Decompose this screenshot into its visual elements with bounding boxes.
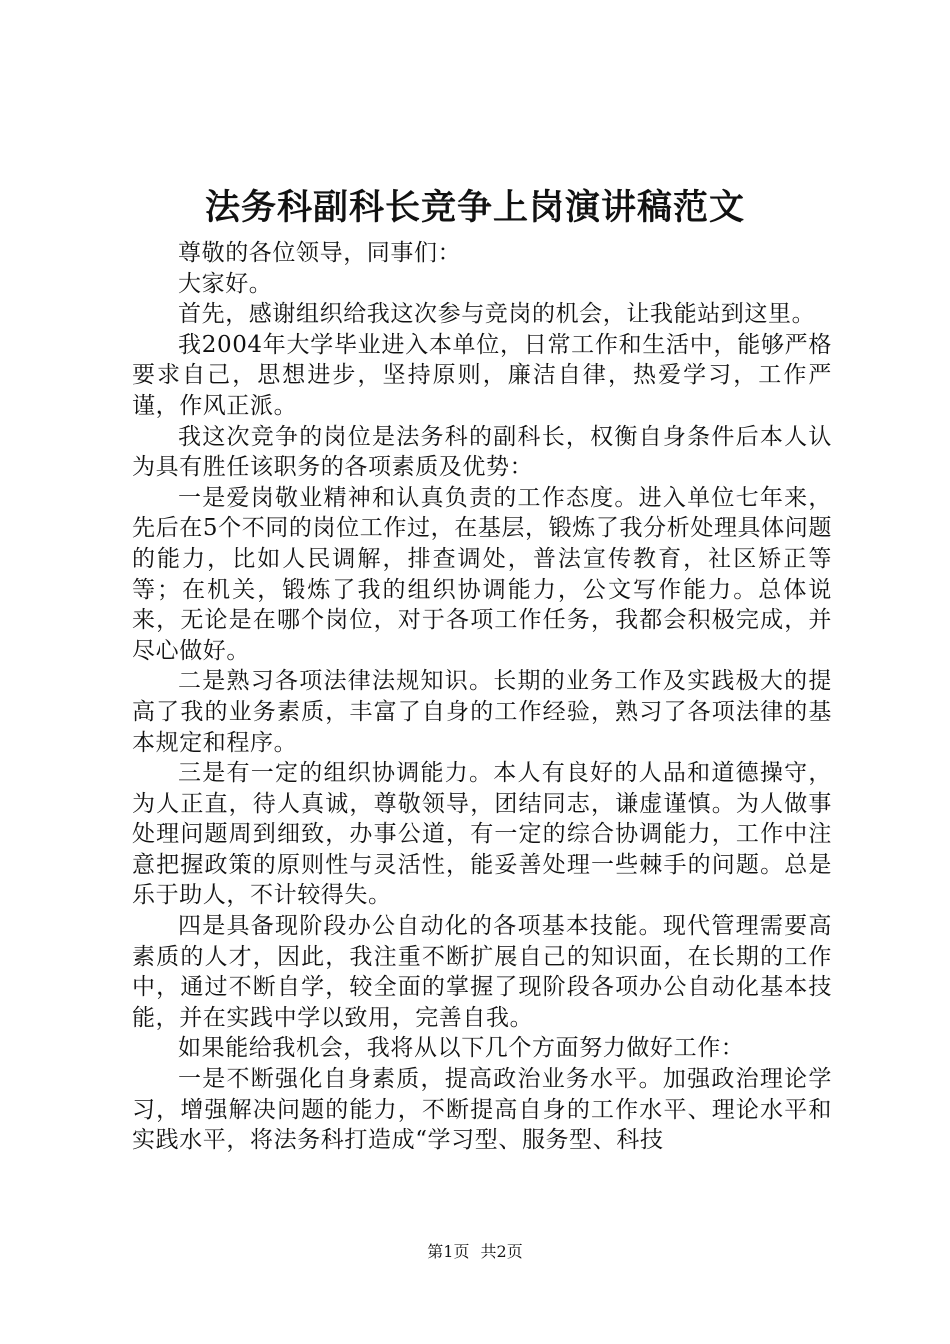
paragraph: 尊敬的各位领导，同事们：: [178, 240, 462, 266]
page-number: 第1页: [427, 1242, 470, 1261]
paragraph: 三是有一定的组织协调能力。本人有良好的人品和道德操守，为人正直，待人真诚，尊敬领导，团结同志，谦虚谨慎。为人做事处理问题周到细致，办事公道，有一定的综合协调能力，工作中注意把握政策的原则性与灵活性，能妥善处理一些棘手的问题。总是乐于助人，不计较得失。: [132, 760, 832, 909]
paragraph: 我2004年大学毕业进入本单位，日常工作和生活中，能够严格要求自己，思想进步，坚持原则，廉洁自律，热爱学习，工作严谨，作风正派。: [132, 331, 832, 419]
paragraph: 如果能给我机会，我将从以下几个方面努力做好工作：: [178, 1035, 745, 1062]
paragraph: 我这次竞争的岗位是法务科的副科长，权衡自身条件后本人认为具有胜任该职务的各项素质及优势：: [132, 423, 832, 481]
paragraph: 二是熟习各项法律法规知识。长期的业务工作及实践极大的提高了我的业务素质，丰富了自身的工作经验，熟习了各项法律的基本规定和程序。: [132, 668, 832, 756]
paragraph: 一是爱岗敬业精神和认真负责的工作态度。进入单位七年来，先后在5个不同的岗位工作过，在基层，锻炼了我分析处理具体问题的能力，比如人民调解，排查调处，普法宣传教育，社区矫正等等；在机关，锻炼了我的组织协调能力，公文写作能力。总体说来，无论是在哪个岗位，对于各项工作任务，我都会积极完成，并尽心做好。: [132, 484, 832, 664]
document-body: [132, 238, 832, 1156]
page-footer: [0, 1240, 950, 1264]
paragraph: 大家好。: [178, 270, 273, 297]
document-title: 法务科副科长竞争上岗演讲稿范文: [204, 187, 745, 228]
paragraph: 首先，感谢组织给我这次参与竞岗的机会，让我能站到这里。: [178, 301, 816, 328]
paragraph: 一是不断强化自身素质，提高政治业务水平。加强政治理论学习，增强解决问题的能力，不断提高自身的工作水平、理论水平和实践水平，将法务科打造成“学习型、服务型、科技: [132, 1066, 832, 1154]
paragraph: 四是具备现阶段办公自动化的各项基本技能。现代管理需要高素质的人才，因此，我注重不断扩展自己的知识面，在长期的工作中，通过不断自学，较全面的掌握了现阶段各项办公自动化基本技能，并在实践中学以致用，完善自我。: [132, 913, 832, 1031]
page-total: 共2页: [480, 1242, 523, 1261]
